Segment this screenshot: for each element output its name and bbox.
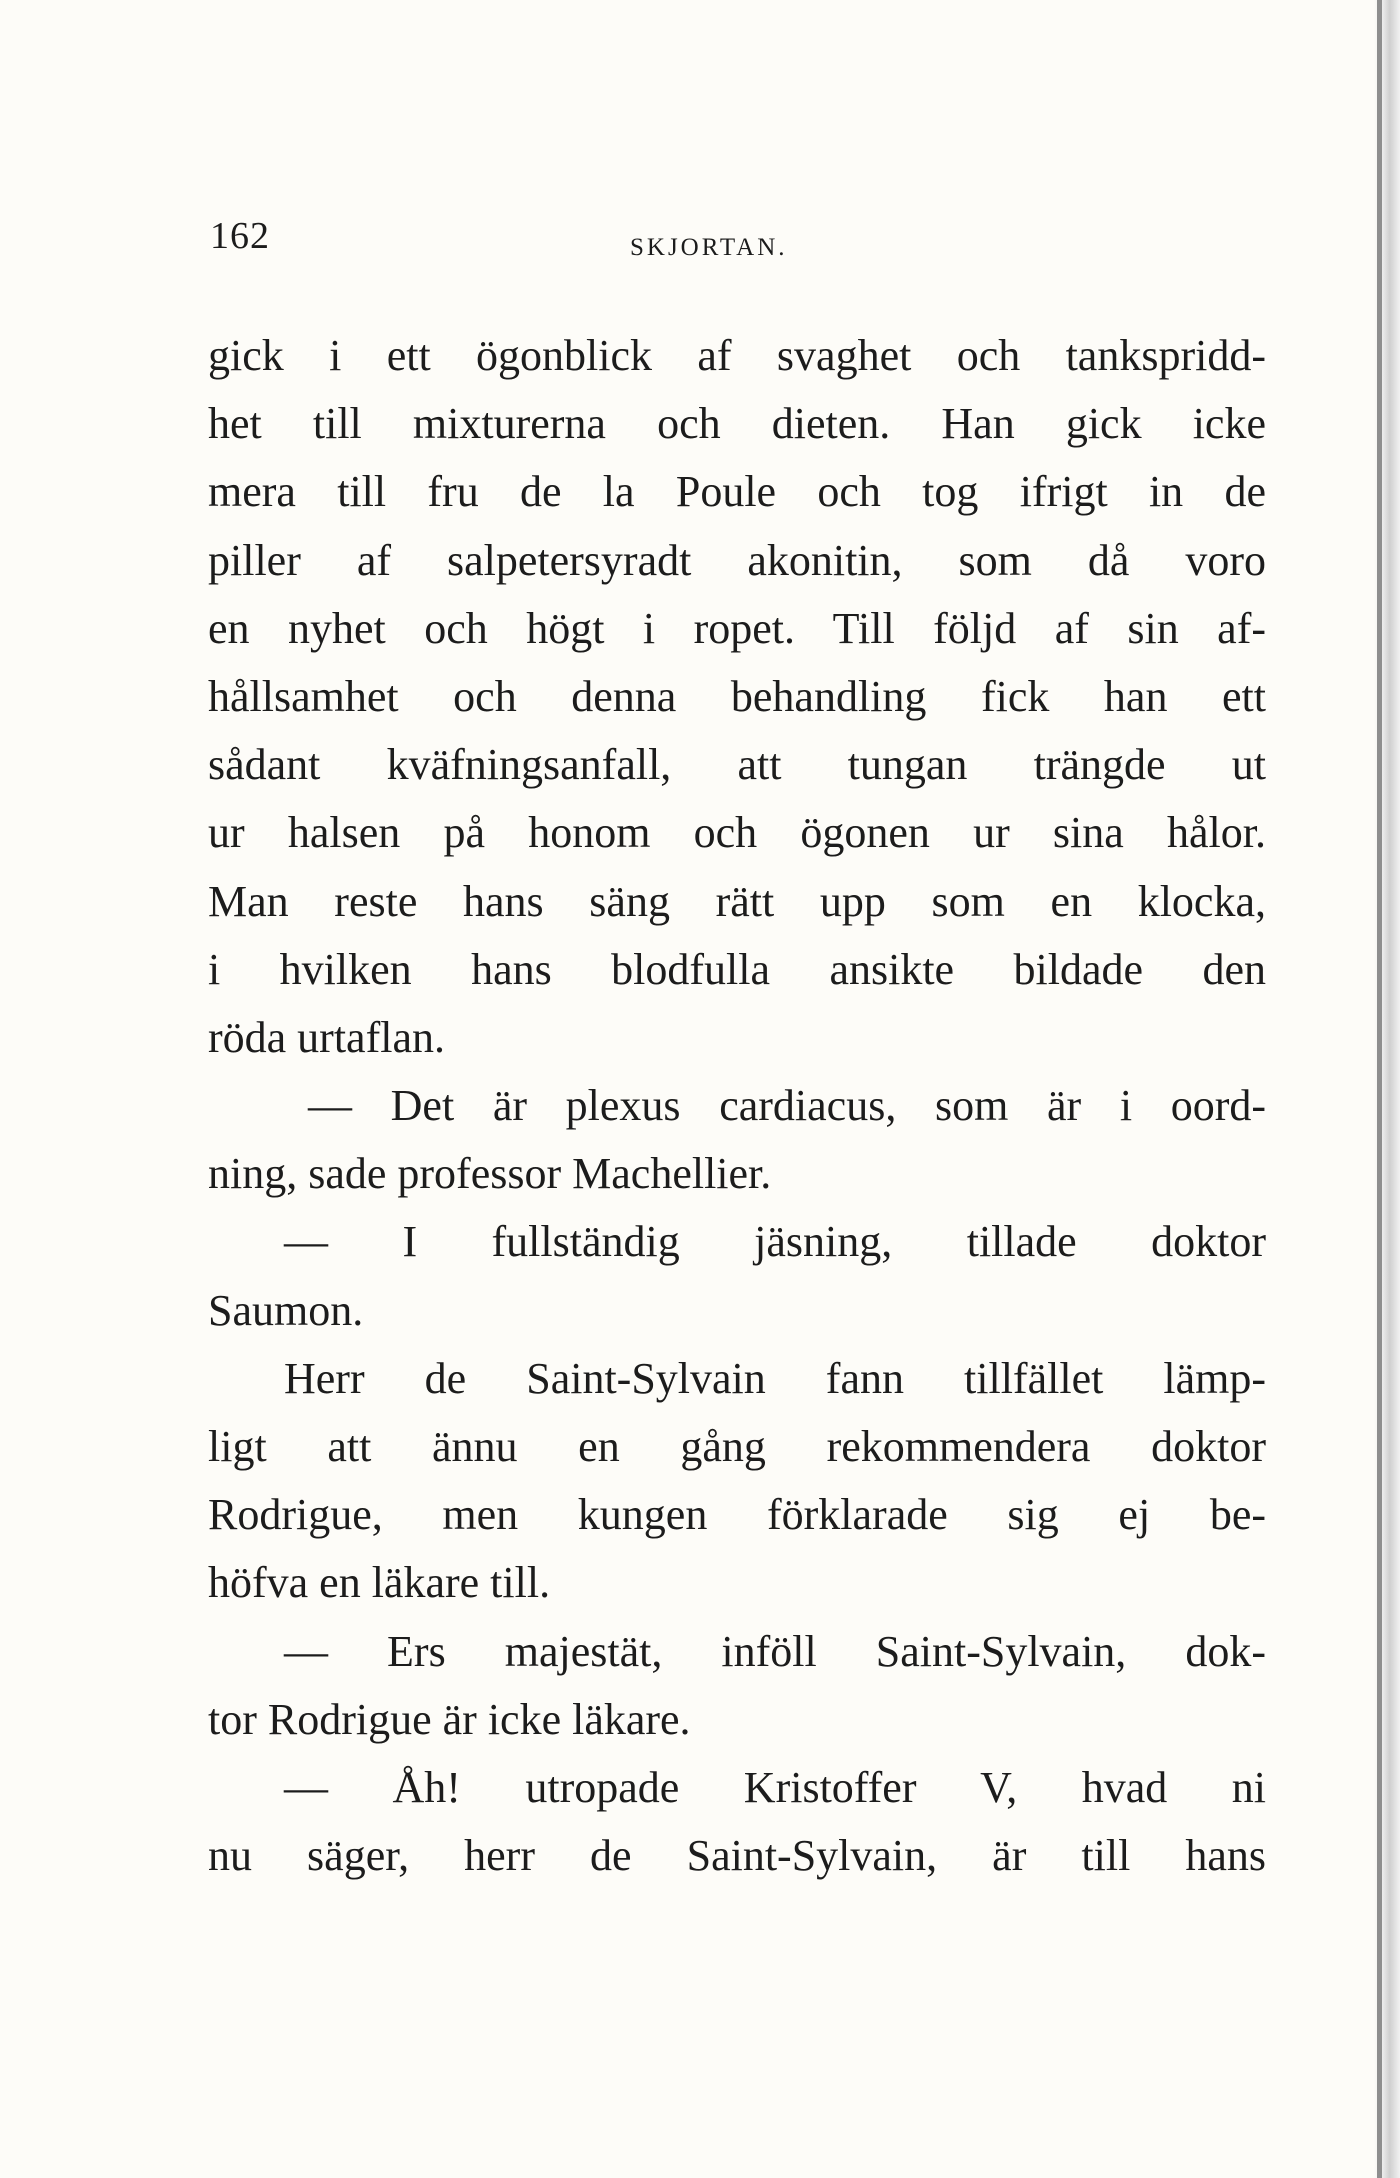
text-line: nu säger, herr de Saint-Sylvain, är till hans <box>208 1831 1266 1881</box>
page-number: 162 <box>210 215 270 257</box>
text-line: ligt att ännu en gång rekommendera doktor <box>208 1422 1266 1471</box>
text-line: ning, sade professor Machellier. <box>208 1149 772 1199</box>
text-line: piller af salpetersyradt akonitin, som då voro <box>208 535 1266 585</box>
text-line: sådant kväfningsanfall, att tungan trängde ut <box>208 740 1266 790</box>
body-text <box>208 322 1266 1890</box>
page-edge-line <box>1377 0 1382 2178</box>
text-line: Saumon. <box>208 1285 364 1335</box>
text-line: tor Rodrigue är icke läkare. <box>208 1694 691 1744</box>
text-line: höfva en läkare till. <box>208 1558 551 1608</box>
text-line: — Det är plexus cardiacus, som är i oord- <box>308 1081 1266 1131</box>
page-header <box>210 214 1280 274</box>
text-line: röda urtaflan. <box>208 1012 445 1062</box>
text-line: Herr de Saint-Sylvain fann tillfället lämp- <box>284 1353 1266 1403</box>
text-line: gick i ett ögonblick af svaghet och tankspridd- <box>208 331 1266 380</box>
text-line: Rodrigue, men kungen förklarade sig ej be- <box>208 1490 1266 1540</box>
running-head: SKJORTAN. <box>630 234 788 261</box>
text-line: — Ers majestät, inföll Saint-Sylvain, dok- <box>284 1626 1266 1676</box>
text-line: Man reste hans säng rätt upp som en klocka, <box>208 876 1266 926</box>
text-line: — I fullständig jäsning, tillade doktor <box>284 1217 1266 1267</box>
text-line: hållsamhet och denna behandling fick han ett <box>208 671 1266 721</box>
text-line: ur halsen på honom och ögonen ur sina hålor. <box>208 808 1266 858</box>
text-line: i hvilken hans blodfulla ansikte bildade den <box>208 944 1266 994</box>
text-line: het till mixturerna och dieten. Han gick icke <box>208 399 1266 449</box>
text-line: — Åh! utropade Kristoffer V, hvad ni <box>284 1762 1266 1812</box>
text-line: en nyhet och högt i ropet. Till följd af sin af- <box>208 603 1266 653</box>
text-line: mera till fru de la Poule och tog ifrigt in de <box>208 467 1266 517</box>
